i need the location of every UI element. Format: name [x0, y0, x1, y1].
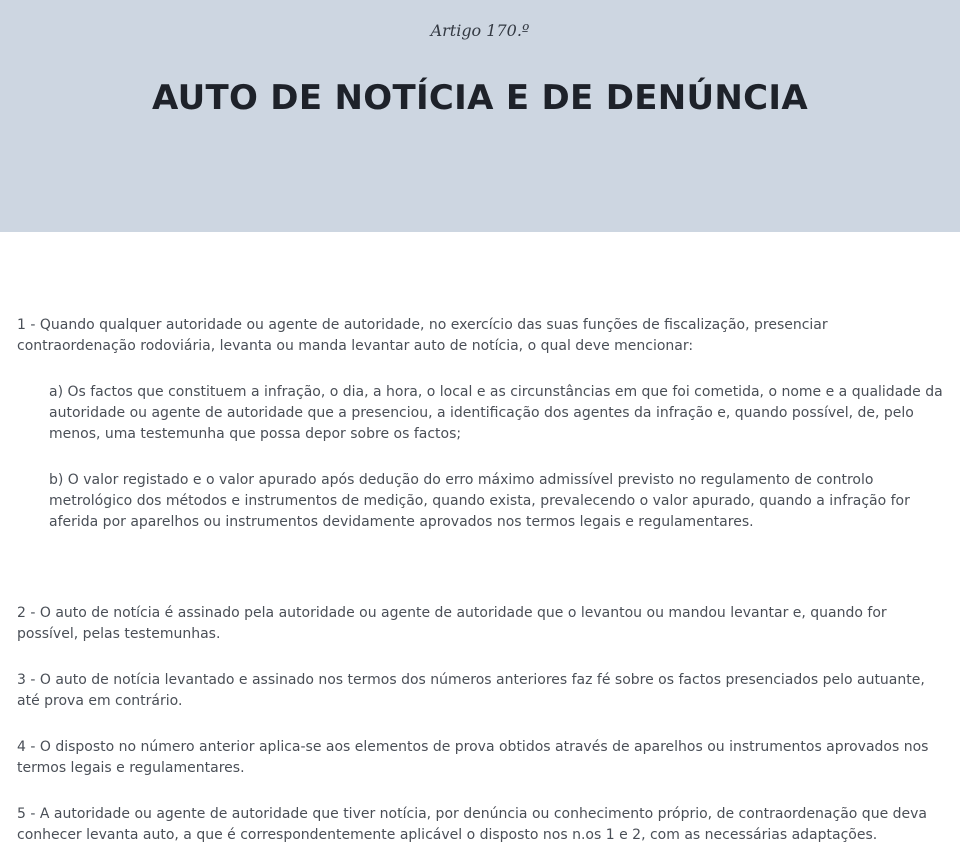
- paragraph-4: 4 - O disposto no número anterior aplica-se aos elementos de prova obtidos através de aparelhos ou instrumentos aprovados nos termos legais e regulamentares.: [17, 739, 929, 776]
- paragraph-2: 2 - O auto de notícia é assinado pela autoridade ou agente de autoridade que o levantou ou mandou levantar e, quando for possível, pelas testemunhas.: [17, 605, 887, 642]
- paragraph-1-item-b: b) O valor registado e o valor apurado após dedução do erro máximo admissível previsto no regulamento de controlo metrológico dos métodos e instrumentos de medição, quando exista, prevalecendo o valor apurado, quando a infração for aferida por aparelhos ou instrumentos devidamente aprovados nos termos legais e regulamentares.: [49, 472, 910, 530]
- article-title: AUTO DE NOTÍCIA E DE DENÚNCIA: [152, 78, 808, 118]
- paragraph-3: 3 - O auto de notícia levantado e assinado nos termos dos números anteriores faz fé sobre os factos presenciados pelo autuante, até prova em contrário.: [17, 672, 925, 709]
- paragraph-5: 5 - A autoridade ou agente de autoridade que tiver notícia, por denúncia ou conhecimento próprio, de contraordenação que deva conhecer levanta auto, a que é correspondentemente aplicável o disposto nos n.os 1 e 2, com as necessárias adaptações.: [17, 806, 927, 843]
- paragraph-1-item-a: a) Os factos que constituem a infração, o dia, a hora, o local e as circunstâncias em que foi cometida, o nome e a qualidade da autoridade ou agente de autoridade que a presenciou, a identificação dos agentes da infração e, quando possível, de, pelo menos, uma testemunha que possa depor sobre os factos;: [49, 384, 943, 442]
- paragraph-1: 1 - Quando qualquer autoridade ou agente de autoridade, no exercício das suas funções de fiscalização, presenciar contraordenação rodoviária, levanta ou manda levantar auto de notícia, o qual deve mencionar:: [17, 317, 828, 354]
- article-number: Artigo 170.º: [430, 21, 530, 40]
